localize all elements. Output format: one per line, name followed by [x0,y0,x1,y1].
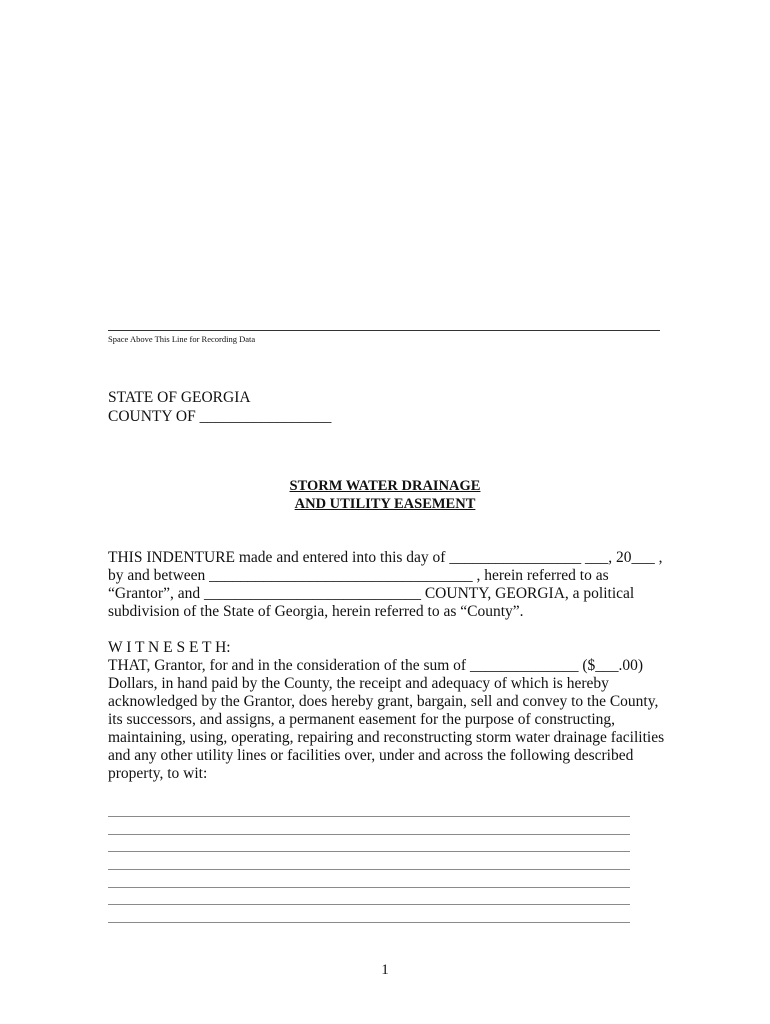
witnesseth-line: maintaining, using, operating, repairing and reconstructing storm water drainage facilities [108,729,665,746]
page-number: 1 [381,962,389,978]
witnesseth-line: THAT, Grantor, for and in the consideration of the sum of ______________ ($___.00) [108,657,644,674]
property-description-line [108,887,630,888]
recording-note: Space Above This Line for Recording Data [108,334,256,344]
witnesseth-heading: W I T N E S E T H: [108,639,231,656]
indenture-line: by and between __________________________________ , herein referred to as [108,567,609,584]
property-description-line [108,922,630,923]
county-line: COUNTY OF _________________ [108,408,332,425]
witnesseth-line: property, to wit: [108,765,208,782]
witnesseth-line: its successors, and assigns, a permanent easement for the purpose of constructing, [108,711,616,728]
recording-separator-line [108,330,660,331]
witnesseth-line: acknowledged by the Grantor, does hereby grant, bargain, sell and convey to the County, [108,693,659,710]
property-description-line [108,816,630,817]
property-description-line [108,869,630,870]
witnesseth-line: and any other utility lines or facilities over, under and across the following described [108,747,634,764]
indenture-line: “Grantor”, and ____________________________ COUNTY, GEORGIA, a political [108,585,635,602]
title-line-2: AND UTILITY EASEMENT [294,496,476,512]
state-line: STATE OF GEORGIA [108,389,251,406]
title-line-1: STORM WATER DRAINAGE [289,478,481,494]
property-description-line [108,851,630,852]
property-description-line [108,834,630,835]
indenture-line: subdivision of the State of Georgia, herein referred to as “County”. [108,603,524,620]
property-description-line [108,904,630,905]
witnesseth-line: Dollars, in hand paid by the County, the receipt and adequacy of which is hereby [108,675,609,692]
indenture-line: THIS INDENTURE made and entered into this day of _________________ ___, 20___ , [108,549,663,566]
